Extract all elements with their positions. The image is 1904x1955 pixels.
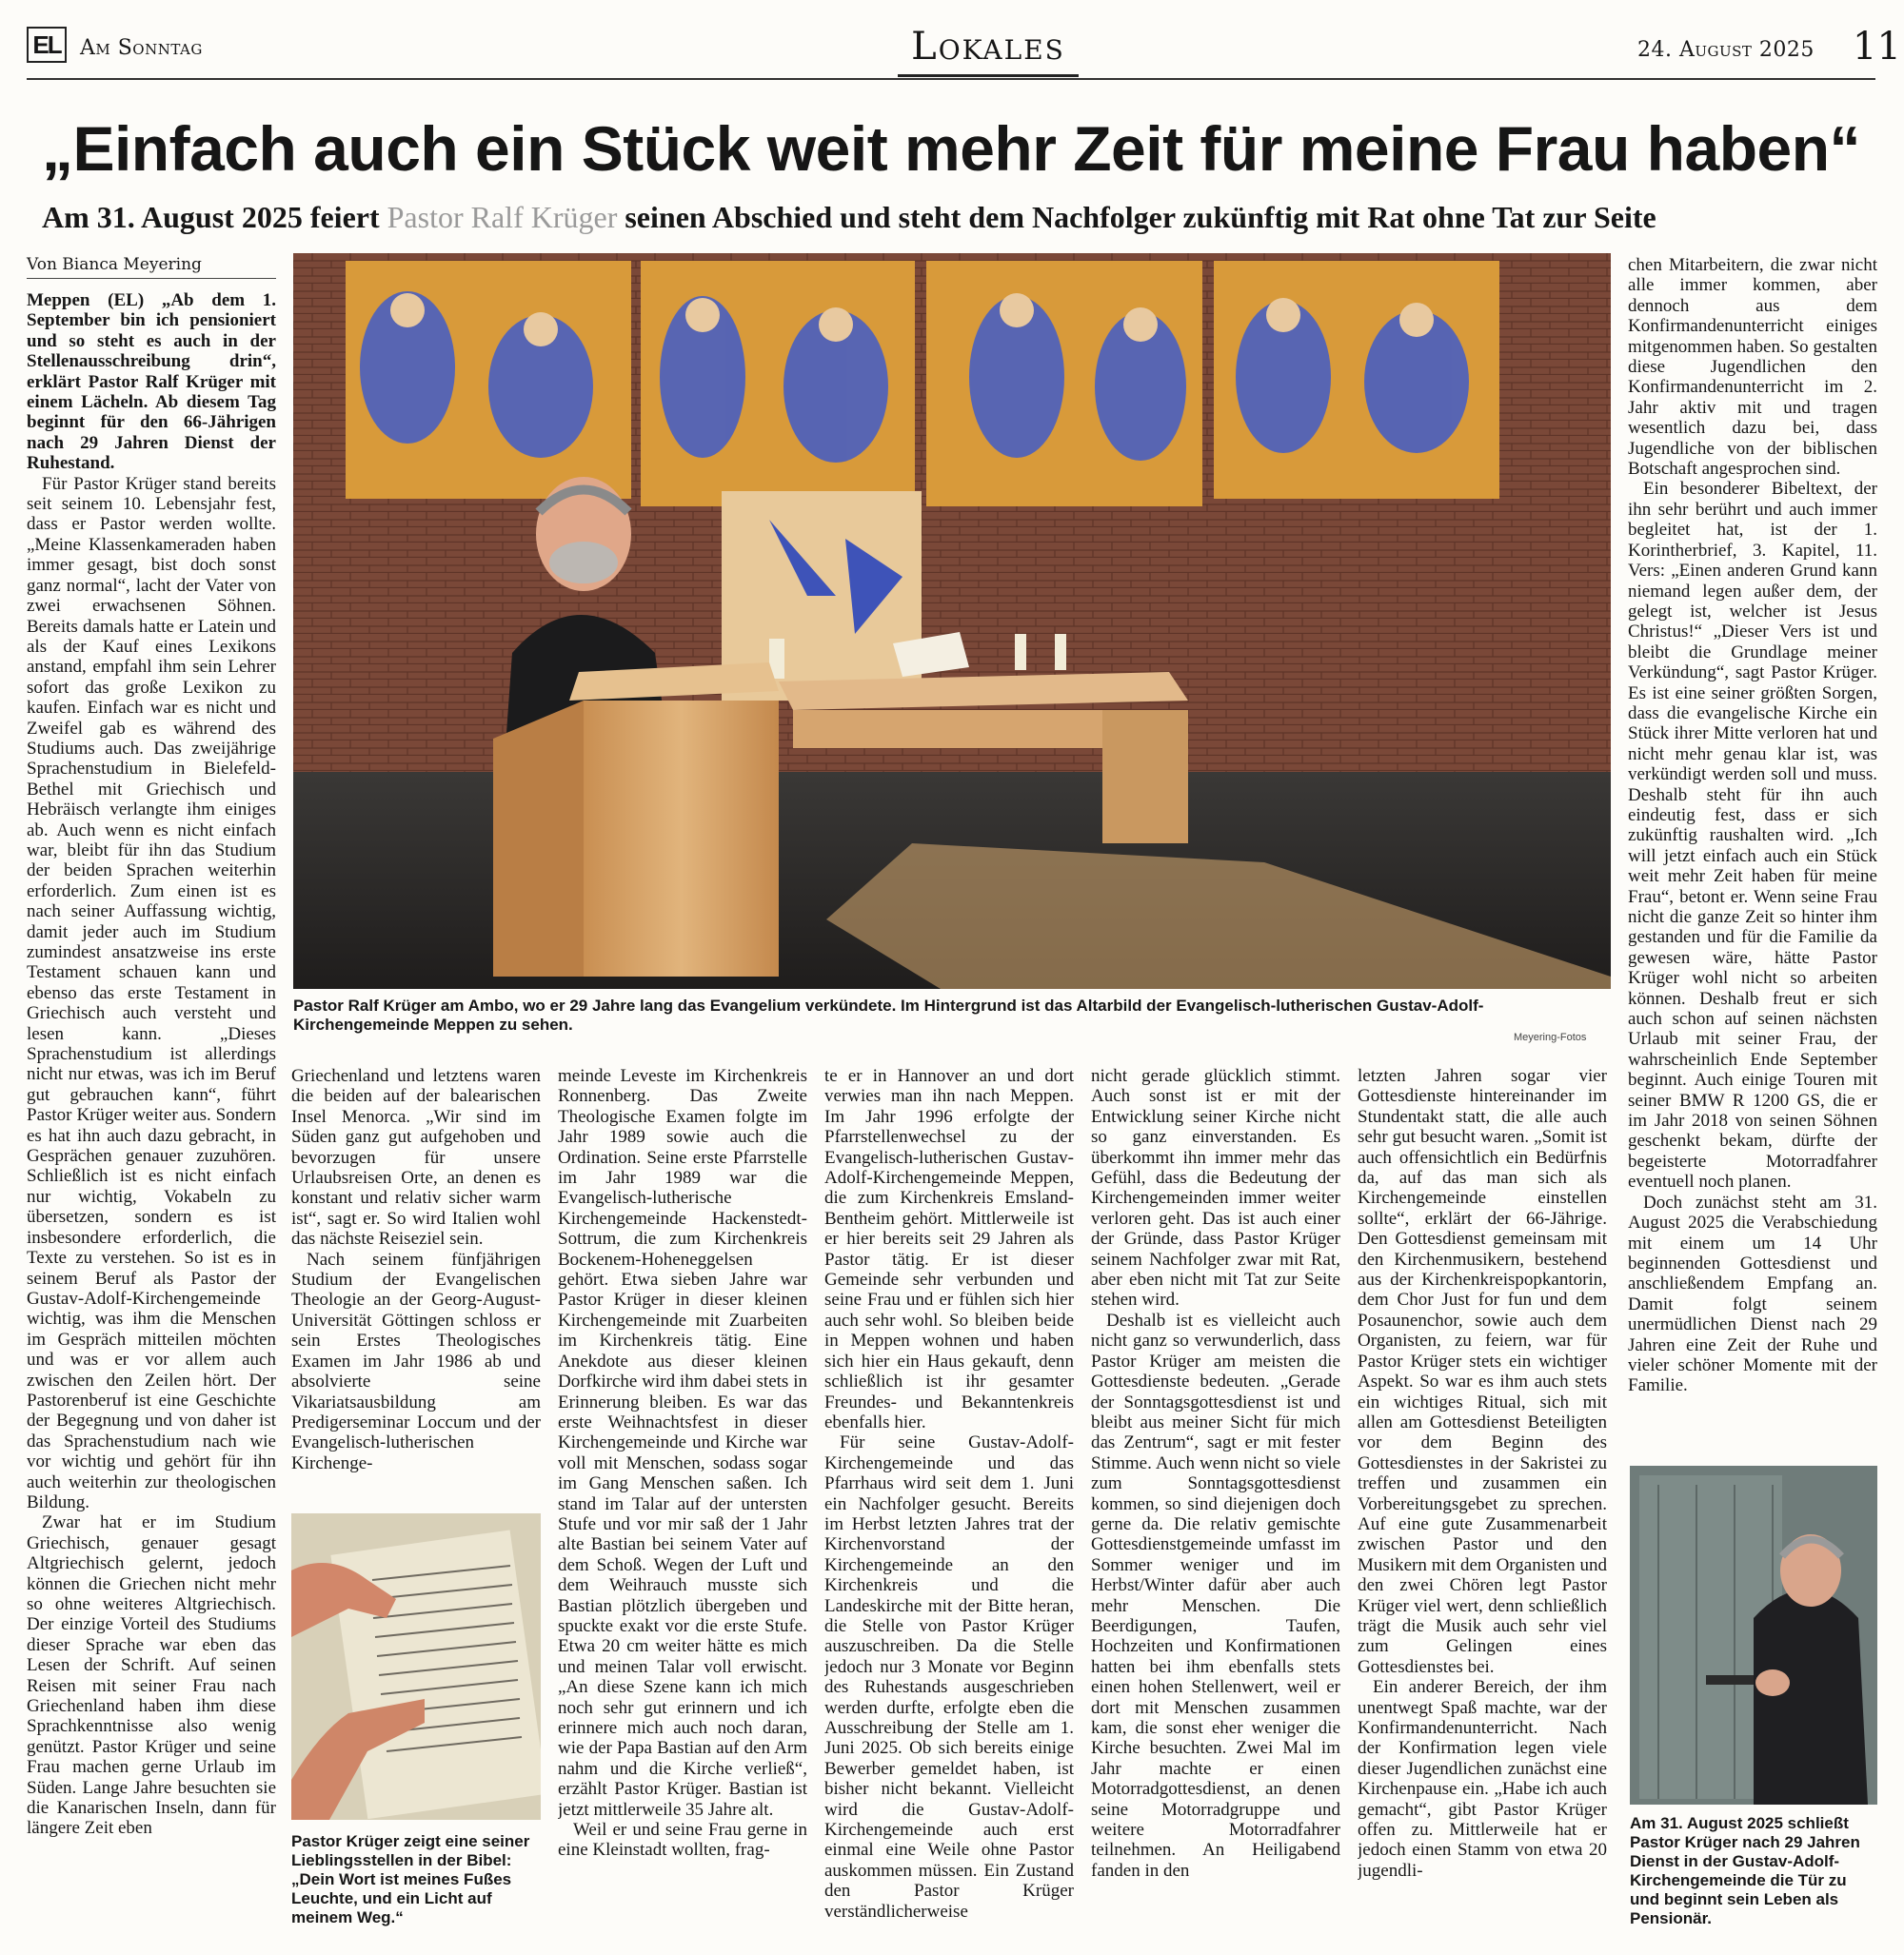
article-column-4 xyxy=(824,1066,1074,1946)
paragraph: Nach seinem fünfjährigen Studium der Evangelischen Theologie an der Georg-August-Universität Göttingen schloss er sein Erstes Theologisches Examen im Jahr 1986 ab und absolvierte seine Vikariatsausbildung am Predigerseminar Loccum und der Evangelisch-lutherischen Kirchenge- xyxy=(291,1249,541,1473)
paragraph: Für seine Gustav-Adolf-Kirchengemeinde und das Pfarrhaus wird seit dem 1. Juni ein Nachfolger gesucht. Bereits im Herbst letzten Jahres trat der Kirchenvorstand der Kirchengemeinde an den Kirchenkreis und die Landeskirche mit der Bitte heran, die Stelle von Pastor Krüger auszuschreiben. Da die Stelle jedoch nur 3 Monate vor Beginn des Ruhestands ausgeschrieben werden durfte, erfolgte eben die Ausschreibung der Stelle am 1. Juni 2025. Ob sich bereits einige Bewerber gemeldet haben, ist bisher nicht bekannt. Vielleicht wird die Gustav-Adolf-Kirchengemeinde auch erst einmal eine Weile ohne Pastor auskommen müssen. Ein Zustand den Pastor Krüger verständlicherweise xyxy=(824,1432,1074,1922)
subhead-part-2: seinen Abschied und steht dem Nachfolger zukünftig mit Rat ohne Tat zur Seite xyxy=(625,200,1656,234)
door-photo-caption: Am 31. August 2025 schließt Pastor Krüger nach 29 Jahren Dienst in der Gustav-Adolf-Kirchengemeinde die Tür zu und beginnt sein Leben als Pensionär. xyxy=(1630,1814,1860,1927)
byline: Von Bianca Meyering xyxy=(27,255,276,279)
masthead-divider xyxy=(27,78,1875,80)
paragraph: Griechenland und letztens waren die beiden auf der balearischen Insel Menorca. „Wir sind im Süden ganz gut aufgehoben und bevorzugen für unsere Urlaubsreisen Orte, an denen es konstant und relativ sicher warm ist“, sagt er. So wird Italien wohl das nächste Reiseziel sein. xyxy=(291,1066,541,1250)
article-column-7 xyxy=(1628,255,1877,1454)
paragraph: chen Mitarbeitern, die zwar nicht alle immer kommen, aber dennoch aus dem Konfirmandenunterricht einiges mitgenommen haben. So gestalten diese Jugendlichen den Konfirmandenunterricht im 2. Jahr aktiv mit und tragen wesentlich dazu bei, dass Jugendliche von der biblischen Botschaft angesprochen sind. xyxy=(1628,255,1877,480)
article-column-3 xyxy=(558,1066,807,1946)
paragraph: Ein besonderer Bibeltext, der ihn sehr berührt und auch immer begleitet hat, ist der 1. Korintherbrief, 3. Kapitel, 11. Vers: „Einen anderen Grund kann niemand legen außer dem, der gelegt ist, welcher ist Jesus Christus!“ „Dieser Vers ist und bleibt die Grundlage meiner Verkündung“, sagt Pastor Krüger. Es ist eine seiner größten Sorgen, dass die evangelische Kirche ein Stück ihrer Mitte verloren hat und nicht mehr genau klar ist, was verkündigt werden soll und muss. Deshalb steht für ihn auch eindeutig fest, dass er sich zukünftig raushalten wird. „Ich will jetzt einfach auch ein Stück weit mehr Zeit haben für meine Frau“, betont er. Wenn seine Frau nicht die ganze Zeit so hinter ihm gestanden und für die Familie da gewesen wäre, hätte Pastor Krüger wohl nicht so arbeiten können. Deshalb freut er sich auch schon auf seinen nächsten Urlaub mit seiner Frau, der wahrscheinlich Ende September beginnt. Auch einige Touren mit seiner BMW R 1200 GS, die er im Jahr 2018 von seinen Söhnen geschenkt bekam, dürfte der begeisterte Motorradfahrer eventuell noch planen. xyxy=(1628,479,1877,1193)
photo-credit: Meyering-Fotos xyxy=(1514,1032,1587,1043)
paragraph: nicht gerade glücklich stimmt. Auch sonst ist er mit der Entwicklung seiner Kirche nicht so ganz einverstanden. Es überkommt ihn immer mehr das Gefühl, dass die Bedeutung der Kirchengemeinden immer weiter verloren geht. Das ist auch einer der Gründe, dass Pastor Krüger seinem Nachfolger zwar mit Rat, aber eben nicht mit Tat zur Seite stehen wird. xyxy=(1091,1066,1340,1311)
paragraph: letzten Jahren sogar vier Gottesdienste hintereinander im Stundentakt statt, die alle auch sehr gut besucht waren. „Somit ist auch offensichtlich ein Bedürfnis da, auf das man sich als Kirchengemeinde einstellen sollte“, erklärt der 66-Jährige. Den Gottesdienst gemeinsam mit den Kirchenmusikern, bestehend aus der Kirchenkreispopkantorin, dem Chor Just for fun und dem Posaunenchor, sowie auch dem Organisten, zu feiern, war für Pastor Krüger stets ein wichtiger Aspekt. So war es ihm auch stets ein wichtiges Ritual, sich mit allen am Gottesdienst Beteiligten vor dem Beginn des Gottesdienstes in der Sakristei zu treffen und zusammen ein Vorbereitungsgebet zu sprechen. Auf eine gute Zusammenarbeit zwischen Pastor und den Musikern mit dem Organisten und den zwei Chören legt Pastor Krüger viel wert, denn schließlich trägt die Musik auch sehr viel zum Gelingen eines Gottesdienstes bei. xyxy=(1358,1066,1607,1677)
section-underline xyxy=(898,74,1079,77)
paragraph: Deshalb ist es vielleicht auch nicht ganz so verwunderlich, dass Pastor Krüger am meisten die Gottesdienste bedeuten. „Gerade der Sonntagsgottesdienst ist und bleibt aus meiner Sicht für mich das Zentrum“, sagt er mit fester Stimme. Auch wenn nicht so viele zum Sonntagsgottesdienst kommen, so sind diejenigen doch gerne da. Die relativ gemischte Gottesdienstgemeinde umfasst im Sommer weniger und im Herbst/Winter dafür aber auch mehr Menschen. Die Beerdigungen, Taufen, Hochzeiten und Konfirmationen hatten bei ihm ebenfalls stets einen hohen Stellenwert, weil er dort mit Menschen zusammen kam, die sonst eher weniger die Kirche besuchten. Zwei Mal im Jahr machte er einen Motorradgottesdienst, an denen seine Motorradgruppe und weitere Motorradfahrer teilnehmen. An Heiligabend fanden in den xyxy=(1091,1310,1340,1881)
subhead-name: Pastor Ralf Krüger xyxy=(387,200,618,234)
edition-name: Am Sonntag xyxy=(80,36,203,60)
paragraph: Ein anderer Bereich, der ihm unentwegt Spaß machte, war der Konfirmandenunterricht. Nach der Konfirmation legen viele dieser Jugendlichen zunächst eine Kirchenpause ein. „Habe ich auch gemacht“, gibt Pastor Krüger offen zu. Mittlerweile hat er jedoch einen Stamm von etwa 20 jugendli- xyxy=(1358,1677,1607,1881)
paragraph: Doch zunächst steht am 31. August 2025 die Verabschiedung mit einem um 14 Uhr beginnenden Gottesdienst und anschließendem Empfang an. Damit folgt seinem unermüdlichen Dienst nach 29 Jahren eine Zeit der Ruhe und vieler schöner Momente mit der Familie. xyxy=(1628,1192,1877,1396)
article-subhead xyxy=(42,200,1879,235)
main-photo-caption: Pastor Ralf Krüger am Ambo, wo er 29 Jahre lang das Evangelium verkündete. Im Hintergrund ist das Altarbild der Evangelisch-lutherischen Gustav-Adolf-Kirchengemeinde Meppen zu sehen. xyxy=(293,997,1484,1034)
masthead xyxy=(27,25,1901,76)
pastor-at-ambo-photo xyxy=(293,253,1611,989)
page-number: 11 xyxy=(1853,25,1901,69)
newspaper-logo: EL xyxy=(27,27,67,63)
article-column-1 xyxy=(27,290,276,1946)
bible-photo xyxy=(291,1513,541,1820)
article-column-5 xyxy=(1091,1066,1340,1946)
paragraph: Zwar hat er im Studium Griechisch, genauer gesagt Altgriechisch gelernt, jedoch können die Griechen nicht mehr so ohne weiteres Altgriechisch. Der einzige Vorteil des Studiums dieser Sprache war eben das Lesen der Schrift. Auf seinen Reisen mit seiner Frau nach Griechenland haben ihm diese Sprachkenntnisse also wenig genützt. Pastor Krüger und seine Frau machen gerne Urlaub im Süden. Lange Jahre besuchten sie die Kanarischen Inseln, dann für längere Zeit eben xyxy=(27,1512,276,1839)
issue-date: 24. August 2025 xyxy=(1637,38,1815,62)
paragraph: te er in Hannover an und dort verwies man ihn nach Meppen. Im Jahr 1996 erfolgte der Pfarrstellenwechsel zu der Evangelisch-lutherischen Gustav-Adolf-Kirchengemeinde Meppen, die zum Kirchenkreis Emsland-Bentheim gehört. Mittlerweile ist er hier bereits seit 29 Jahren als Pastor tätig. Er ist dieser Gemeinde sehr verbunden und seine Frau und er fühlen sich hier auch sehr wohl. So bleiben beide in Meppen wohnen und haben sich hier ein Haus gekauft, denn schließlich ist ihr gesamter Freundes- und Bekanntenkreis ebenfalls hier. xyxy=(824,1066,1074,1432)
paragraph: Für Pastor Krüger stand bereits seit seinem 10. Lebensjahr fest, dass er Pastor werden wollte. „Meine Klassenkameraden haben immer gesagt, bist doch sonst ganz normal“, lacht der Vater von zwei erwachsenen Söhnen. Bereits damals hatte er Latein und als der Kauf eines Lexikons anstand, empfahl ihm sein Lehrer sofort das große Lexikon zu kaufen. Einfach war es nicht und Zweifel gab es während des Studiums auch. Das zweijährige Sprachenstudium in Bielefeld-Bethel mit Griechisch und Hebräisch verlangte ihm einiges ab. Auch wenn es nicht einfach war, bleibt für ihn das Studium der beiden Sprachen weiterhin erforderlich. Zum einen ist es nach seiner Auffassung wichtig, damit jeder auch im Studium zumindest ansatzweise ins erste Testament schauen kann und ebenso das erste Testament in Griechisch auch versteht und lesen kann. „Dieses Sprachenstudium ist allerdings nicht nur etwas, was ich im Beruf gut gebrauchen kann“, führt Pastor Krüger weiter aus. Sondern es hat ihn auch dazu gebracht, in Gesprächen genauer zuzuhören. Schließlich ist es nicht einfach nur wichtig, Vokabeln zu übersetzen, sondern es ist insbesondere erforderlich, die Texte zu verstehen. So ist es in seinem Beruf als Pastor der Gustav-Adolf-Kirchengemeinde wichtig, was ihm die Menschen im Gespräch mitteilen möchten und was er vor allem auch zwischen den Zeilen hört. Der Pastorenberuf ist eine Geschichte der Begegnung und von daher ist das Sprachenstudium nach wie vor wichtig und gehört für ihn auch weiterhin zur theologischen Bildung. xyxy=(27,473,276,1512)
article-column-2 xyxy=(291,1066,541,1504)
article-headline: „Einfach auch ein Stück weit mehr Zeit für meine Frau haben“ xyxy=(41,113,1861,184)
paragraph: meinde Leveste im Kirchenkreis Ronnenberg. Das Zweite Theologische Examen folgte im Jahr 1989 sowie auch die Ordination. Seine erste Pfarrstelle im Jahr 1989 war die Evangelisch-lutherische Kirchengemeinde Hackenstedt-Sottrum, die zum Kirchenkreis Bockenem-Hoheneggelsen gehört. Etwa sieben Jahre war Pastor Krüger in dieser kleinen Kirchengemeinde mit Zuarbeiten im Kirchenkreis tätig. Eine Anekdote aus dieser kleinen Dorfkirche wird ihm dabei stets in Erinnerung bleiben. Es war das erste Weihnachtsfest in dieser Kirchengemeinde und Kirche war voll mit Menschen, sodass sogar im Gang Menschen saßen. Ich stand im Talar auf der untersten Stufe und vor mir saß der 1 Jahr alte Bastian bei seinem Vater auf dem Schoß. Wegen der Luft und dem Weihrauch musste sich Bastian plötzlich übergeben und spuckte exakt vor die erste Stufe. Etwa 20 cm weiter hätte es mich und meinen Talar voll erwischt. „An diese Szene kann ich mich noch sehr gut erinnern und ich erinnere mich auch noch daran, wie der Papa Bastian auf den Arm nahm und die Kirche verließ“, erzählt Pastor Krüger. Bastian ist jetzt mittlerweile 35 Jahre alt. xyxy=(558,1066,807,1820)
section-title: Lokales xyxy=(911,25,1065,69)
bible-photo-caption: Pastor Krüger zeigt eine seiner Lieblingsstellen in der Bibel: „Dein Wort ist meines Fußes Leuchte, und ein Licht auf meinem Weg.“ xyxy=(291,1832,530,1926)
lead-paragraph: Meppen (EL) „Ab dem 1. September bin ich pensioniert und so steht es auch in der Stellenausschreibung drin“, erklärt Pastor Ralf Krüger mit einem Lächeln. Ab diesem Tag beginnt für den 66-Jährigen nach 29 Jahren Dienst der Ruhestand. xyxy=(27,290,276,474)
main-photo-ambo xyxy=(293,253,1611,989)
paragraph: Weil er und seine Frau gerne in eine Kleinstadt wollten, frag- xyxy=(558,1820,807,1861)
subhead-part-1: Am 31. August 2025 feiert xyxy=(42,200,380,234)
article-column-6 xyxy=(1358,1066,1607,1946)
door-photo xyxy=(1630,1466,1877,1805)
